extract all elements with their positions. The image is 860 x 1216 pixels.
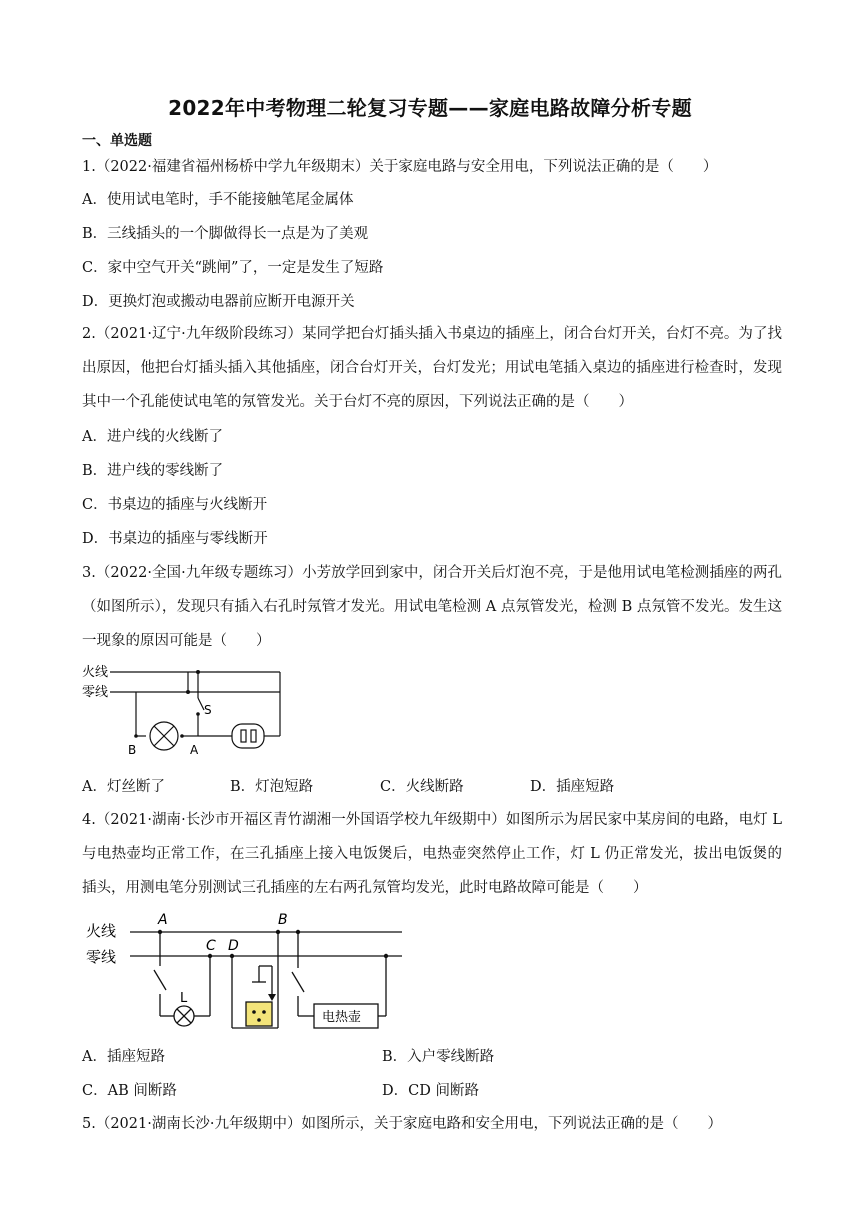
point-c-label: C	[206, 938, 216, 954]
question-2-option-a: A．进户线的火线断了	[82, 429, 223, 445]
page-title: 2022年中考物理二轮复习专题——家庭电路故障分析专题	[168, 96, 692, 120]
neutral-wire-label: 零线	[82, 685, 109, 700]
point-b-label: B	[128, 743, 137, 757]
question-4-option-a: A．插座短路	[82, 1049, 165, 1065]
point-a-label: A	[158, 912, 168, 928]
question-4-stem: 4.（2021·湖南·长沙市开福区青竹湖湘一外国语学校九年级期中）如图所示为居民家中某房间的电路，电灯 L 与电热壶均正常工作，在三孔插座上接入电饭煲后，电热壶突然停止工作，灯 L 仍正常发光，拔出电饭煲的插头，用测电笔分别测试三孔插座的左右两孔氖管均发光，此时电路故障可能是（ ）	[82, 812, 782, 896]
question-4-option-c: C．AB 间断路	[82, 1083, 177, 1099]
question-1-option-c: C．家中空气开关“跳闸”了，一定是发生了短路	[82, 260, 384, 276]
switch-label: S	[204, 703, 212, 717]
question-2-stem: 2.（2021·辽宁·九年级阶段练习）某同学把台灯插头插入书桌边的插座上，闭合台灯开关，台灯不亮。为了找出原因，他把台灯插头插入其他插座，闭合台灯开关，台灯发光；用试电笔插入桌边的插座进行检查时，发现其中一个孔能使试电笔的氖管发光。关于台灯不亮的原因，下列说法正确的是（ ）	[82, 326, 782, 410]
question-1-option-b: B．三线插头的一个脚做得长一点是为了美观	[82, 226, 369, 242]
question-1-option-a: A．使用试电笔时，手不能接触笔尾金属体	[82, 192, 354, 208]
question-2-option-b: B．进户线的零线断了	[82, 463, 224, 479]
question-1-stem: 1.（2022·福建省福州杨桥中学九年级期末）关于家庭电路与安全用电，下列说法正确的是（ ）	[82, 159, 718, 175]
question-3-option-d: D．插座短路	[530, 779, 615, 795]
live-wire-label: 火线	[82, 665, 109, 680]
point-d-label: D	[228, 938, 239, 954]
question-2-option-c: C．书桌边的插座与火线断开	[82, 497, 268, 513]
section-heading: 一、单选题	[82, 133, 152, 149]
question-3-circuit-figure	[80, 662, 300, 760]
lamp-label: L	[180, 991, 188, 1006]
question-4-circuit-figure	[80, 908, 420, 1036]
neutral-wire-label: 零线	[86, 948, 117, 966]
question-3-option-c: C．火线断路	[380, 779, 464, 795]
question-1-option-d: D．更换灯泡或搬动电器前应断开电源开关	[82, 294, 355, 310]
question-4-option-d: D．CD 间断路	[382, 1083, 479, 1099]
question-3-stem: 3.（2022·全国·九年级专题练习）小芳放学回到家中，闭合开关后灯泡不亮，于是他用试电笔检测插座的两孔（如图所示），发现只有插入右孔时氖管才发光。用试电笔检测 A 点氖管发光，检测 B 点氖管不发光。发生这一现象的原因可能是（ ）	[82, 565, 782, 649]
point-b-label: B	[278, 912, 288, 928]
point-a-label: A	[190, 743, 199, 757]
question-3-option-b: B．灯泡短路	[230, 779, 314, 795]
kettle-label: 电热壶	[322, 1010, 362, 1025]
question-5-stem: 5.（2021·湖南长沙·九年级期中）如图所示，关于家庭电路和安全用电，下列说法正确的是（ ）	[82, 1116, 722, 1132]
question-3-option-a: A．灯丝断了	[82, 779, 165, 795]
live-wire-label: 火线	[86, 922, 117, 940]
question-4-option-b: B．入户零线断路	[382, 1049, 495, 1065]
question-2-option-d: D．书桌边的插座与零线断开	[82, 531, 268, 547]
